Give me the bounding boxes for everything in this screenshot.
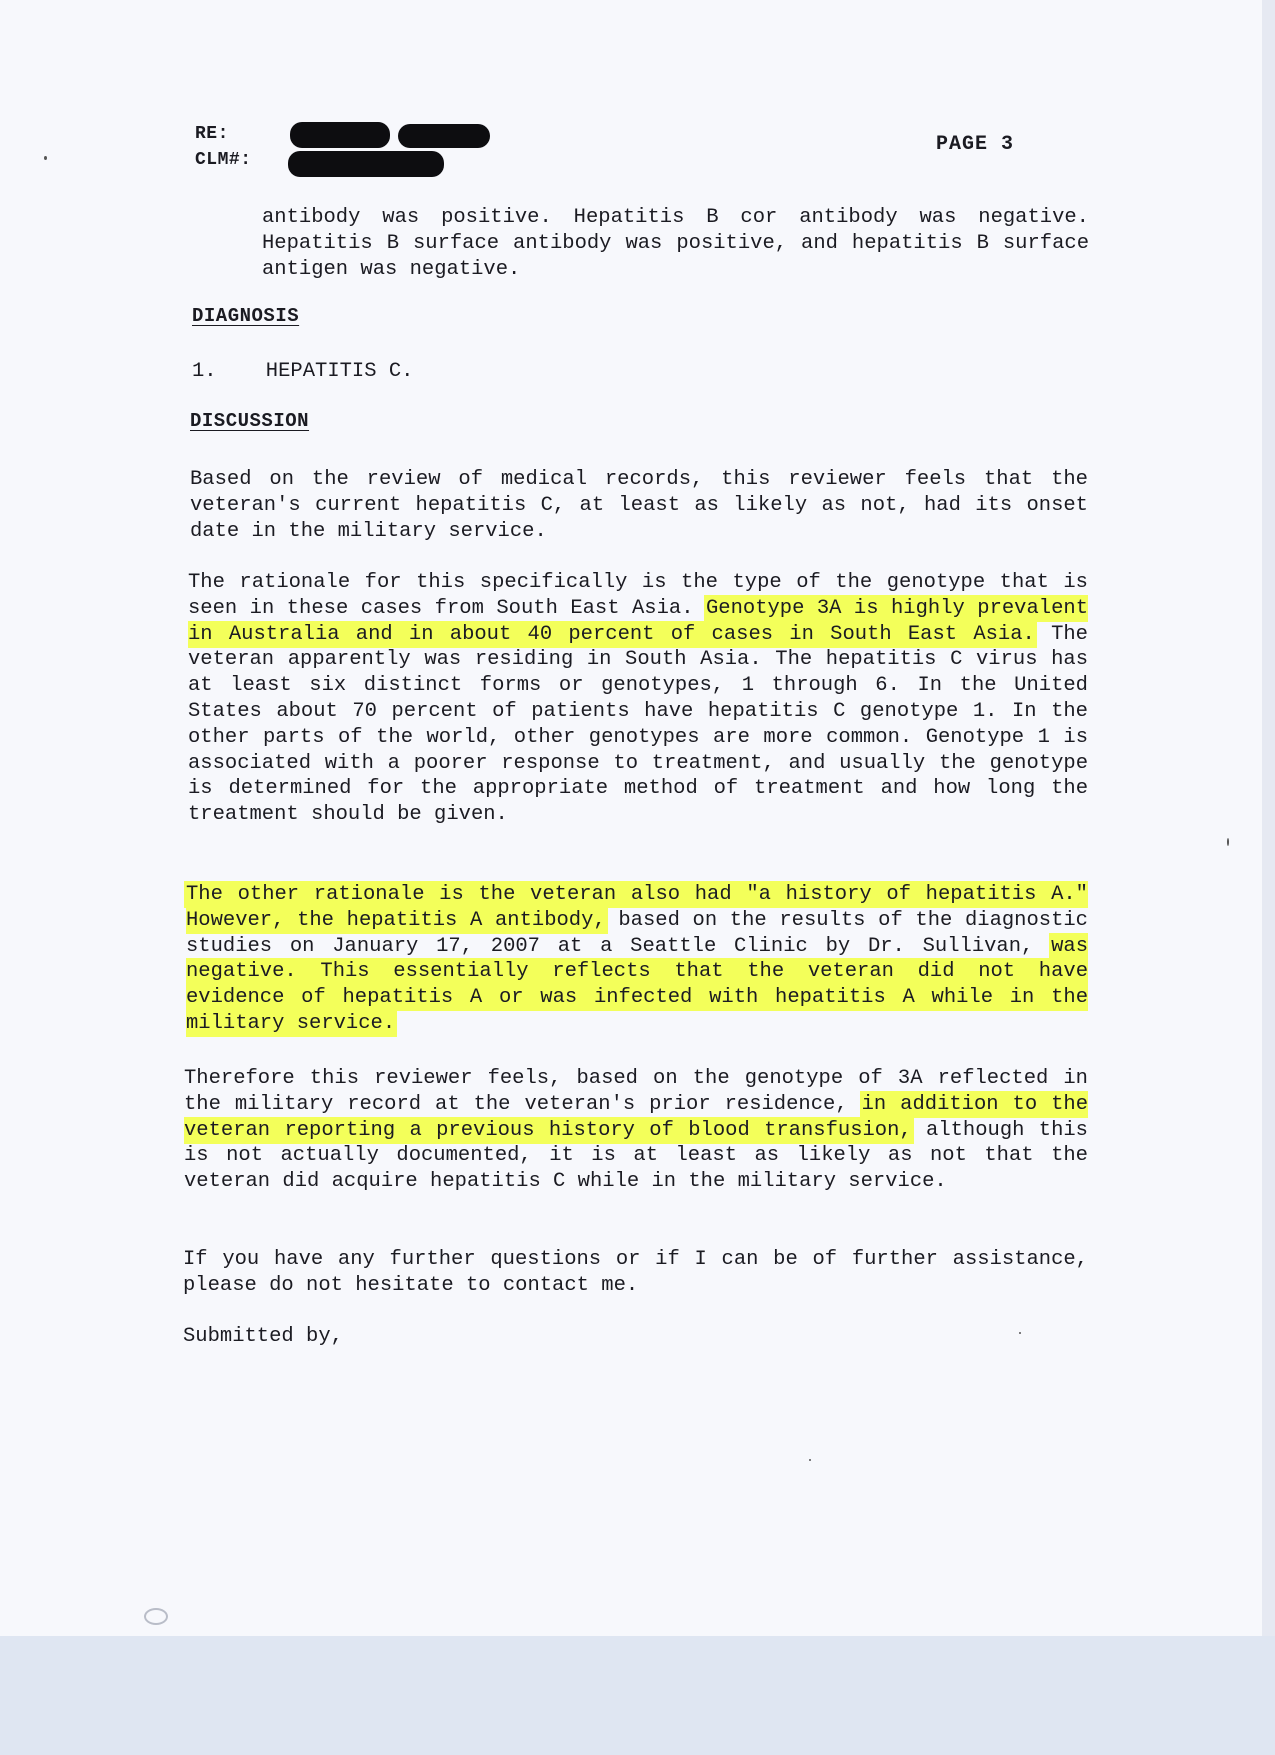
- scan-speck: [1019, 1332, 1021, 1334]
- page-number: PAGE 3: [936, 133, 1015, 156]
- scan-speck: [44, 156, 47, 160]
- diagnosis-item: 1. HEPATITIS C.: [192, 360, 414, 383]
- highlighted-text: Genotype 3A is highly prevalent in Australia and in about 40 percent of cases in South East Asia.: [188, 596, 1088, 646]
- scanner-background: [0, 1636, 1275, 1755]
- redaction-mark: [398, 124, 490, 148]
- closing-paragraph: If you have any further questions or if I can be of further assistance, please do not hesitate to contact me.: [183, 1248, 1088, 1297]
- paragraph-text: Therefore this reviewer feels, based on the genotype of 3A reflected in the military record at the veteran's prior residence,: [184, 1067, 1088, 1116]
- redaction-mark: [288, 151, 444, 177]
- highlighted-text: was negative. This essentially reflects that the veteran did not have evidence of hepatitis A or was infected with hepatitis A while in the military service.: [186, 934, 1088, 1035]
- paragraph-text: based on the results of the diagnostic studies on January 17, 2007 at a Seattle Clinic by Dr. Sullivan,: [186, 908, 1088, 958]
- discussion-paragraph-2: [188, 570, 1088, 828]
- discussion-paragraph-4: [184, 1066, 1088, 1195]
- discussion-paragraph-3: [186, 882, 1088, 1037]
- scan-speck: [1227, 838, 1229, 846]
- highlighted-text: The other rationale is the veteran also had "a history of hepatitis A." However, the hepatitis A antibody,: [186, 883, 1088, 932]
- paragraph-text: The veteran apparently was residing in South Asia. The hepatitis C virus has at least six distinct forms or genotypes, 1 through 6. In the United States about 70 percent of patients have hepatitis C genotype 1. In the other parts of the world, other genotypes are more common. Genotype 1 is associated with a poorer response to treatment, and usually the genotype is determined for the appropriate method of treatment and how long the treatment should be given.: [188, 622, 1088, 827]
- intro-paragraph: antibody was positive. Hepatitis B cor antibody was negative. Hepatitis B surface antibody was positive, and hepatitis B surface antigen was negative.: [262, 206, 1089, 281]
- discussion-heading: DISCUSSION: [190, 410, 310, 432]
- diagnosis-heading: DIAGNOSIS: [192, 305, 300, 327]
- signoff-text: Submitted by,: [183, 1325, 343, 1348]
- paragraph-text: although this is not actually documented, it is at least as likely as not that the veteran did acquire hepatitis C while in the military service.: [184, 1118, 1088, 1194]
- discussion-paragraph-1: Based on the review of medical records, this reviewer feels that the veteran's current hepatitis C, at least as likely as not, had its onset date in the military service.: [190, 468, 1088, 543]
- punch-hole-mark: [144, 1608, 168, 1625]
- highlighted-text: in addition to the veteran reporting a previous history of blood transfusion,: [184, 1092, 1089, 1142]
- claim-number-label: CLM#:: [195, 150, 252, 170]
- page-edge: [1262, 0, 1275, 1636]
- redaction-mark: [290, 122, 390, 148]
- paragraph-text: The rationale for this specifically is the type of the genotype that is seen in these cases from South East Asia.: [188, 571, 1088, 620]
- scan-speck: [809, 1459, 811, 1461]
- re-label: RE:: [195, 124, 229, 144]
